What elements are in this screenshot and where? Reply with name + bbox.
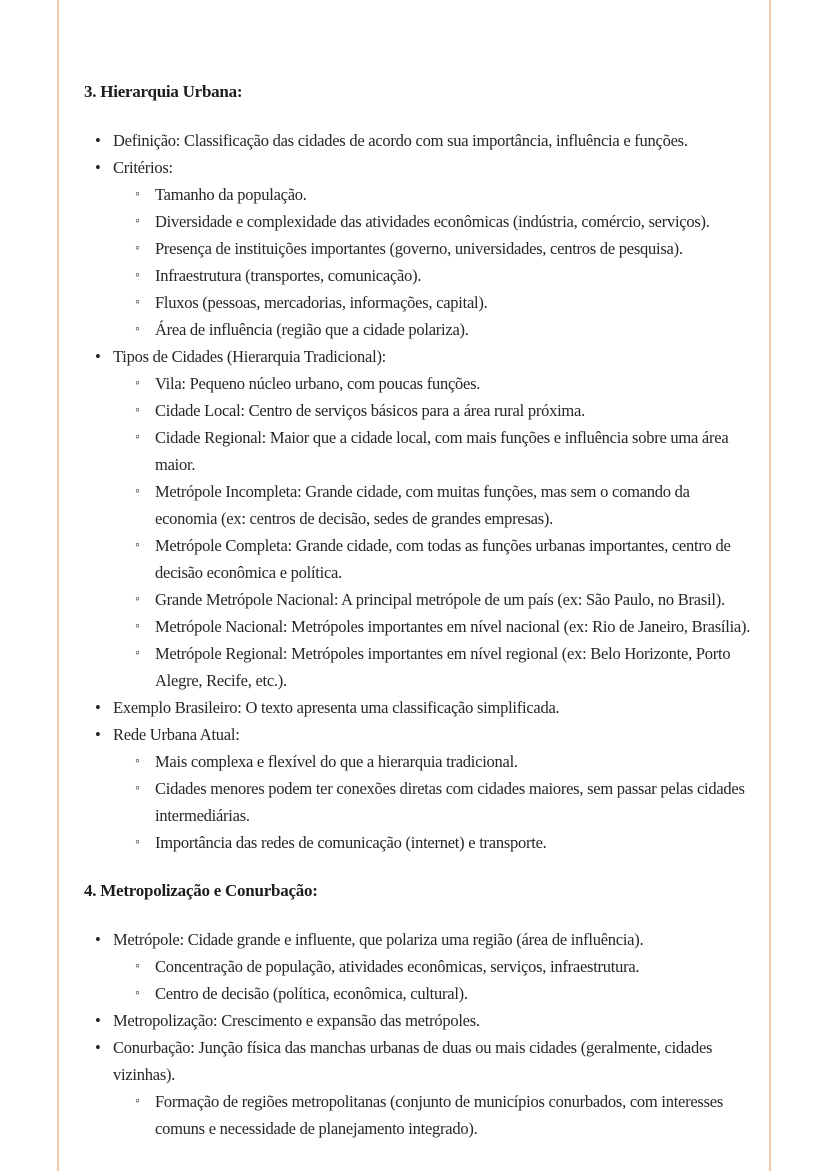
sub-list-item: ◦ Cidade Local: Centro de serviços básicos para a área rural próxima.	[113, 397, 752, 424]
section-heading: 4. Metropolização e Conurbação:	[84, 881, 318, 900]
list-item	[84, 1007, 752, 1034]
section-hierarquia-urbana	[84, 78, 752, 856]
bullet-list	[84, 926, 752, 1142]
bullet-list	[84, 127, 752, 856]
sub-bullet-list	[113, 748, 752, 856]
sub-list-item: ◦ Mais complexa e flexível do que a hierarquia tradicional.	[113, 748, 752, 775]
list-item	[84, 343, 752, 694]
sub-list-item: ◦ Tamanho da população.	[113, 181, 752, 208]
sub-list-item: ◦ Área de influência (região que a cidade polariza).	[113, 316, 752, 343]
list-item-text: • Rede Urbana Atual:	[113, 725, 240, 744]
sub-list-item: ◦ Fluxos (pessoas, mercadorias, informações, capital).	[113, 289, 752, 316]
list-item	[84, 1034, 752, 1142]
list-item-text: • Metropolização: Crescimento e expansão das metrópoles.	[113, 1011, 480, 1030]
list-item-text: • Definição: Classificação das cidades de acordo com sua importância, influência e funções.	[113, 131, 688, 150]
sub-bullet-list	[113, 1088, 752, 1142]
sub-list-item: ◦ Metrópole Completa: Grande cidade, com todas as funções urbanas importantes, centro de decisão econômica e política.	[113, 532, 752, 586]
sub-list-item: ◦ Metrópole Nacional: Metrópoles importantes em nível nacional (ex: Rio de Janeiro, Brasília).	[113, 613, 752, 640]
sub-bullet-list	[113, 181, 752, 343]
list-item-text: • Tipos de Cidades (Hierarquia Tradicional):	[113, 347, 386, 366]
list-item	[84, 694, 752, 721]
sub-bullet-list	[113, 953, 752, 1007]
sub-list-item: ◦ Centro de decisão (política, econômica, cultural).	[113, 980, 752, 1007]
sub-list-item: ◦ Cidade Regional: Maior que a cidade local, com mais funções e influência sobre uma área maior.	[113, 424, 752, 478]
sub-list-item: ◦ Diversidade e complexidade das atividades econômicas (indústria, comércio, serviços).	[113, 208, 752, 235]
sub-list-item: ◦ Grande Metrópole Nacional: A principal metrópole de um país (ex: São Paulo, no Brasil).	[113, 586, 752, 613]
list-item-text: • Metrópole: Cidade grande e influente, que polariza uma região (área de influência).	[113, 930, 643, 949]
sub-list-item: ◦ Metrópole Incompleta: Grande cidade, com muitas funções, mas sem o comando da economia (ex: centros de decisão, sedes de grandes empresas).	[113, 478, 752, 532]
sub-list-item: ◦ Cidades menores podem ter conexões diretas com cidades maiores, sem passar pelas cidades intermediárias.	[113, 775, 752, 829]
sub-bullet-list	[113, 370, 752, 694]
sub-list-item: ◦ Metrópole Regional: Metrópoles importantes em nível regional (ex: Belo Horizonte, Porto Alegre, Recife, etc.).	[113, 640, 752, 694]
sub-list-item: ◦ Formação de regiões metropolitanas (conjunto de municípios conurbados, com interesses comuns e necessidade de planejamento integrado).	[113, 1088, 752, 1142]
list-item-text: • Exemplo Brasileiro: O texto apresenta uma classificação simplificada.	[113, 698, 559, 717]
list-item	[84, 926, 752, 1007]
list-item	[84, 721, 752, 856]
sub-list-item: ◦ Vila: Pequeno núcleo urbano, com poucas funções.	[113, 370, 752, 397]
list-item	[84, 127, 752, 154]
sub-list-item: ◦ Concentração de população, atividades econômicas, serviços, infraestrutura.	[113, 953, 752, 980]
sub-list-item: ◦ Infraestrutura (transportes, comunicação).	[113, 262, 752, 289]
sub-list-item: ◦ Presença de instituições importantes (governo, universidades, centros de pesquisa).	[113, 235, 752, 262]
list-item-text: • Conurbação: Junção física das manchas urbanas de duas ou mais cidades (geralmente, cidades vizinhas).	[113, 1038, 712, 1084]
page-border-right	[769, 0, 771, 1171]
page-border-left	[57, 0, 59, 1171]
list-item-text: • Critérios:	[113, 158, 173, 177]
section-metropolizacao-conurbacao	[84, 877, 752, 1142]
list-item	[84, 154, 752, 343]
document-body	[84, 78, 752, 1142]
section-heading: 3. Hierarquia Urbana:	[84, 82, 243, 101]
sub-list-item: ◦ Importância das redes de comunicação (internet) e transporte.	[113, 829, 752, 856]
